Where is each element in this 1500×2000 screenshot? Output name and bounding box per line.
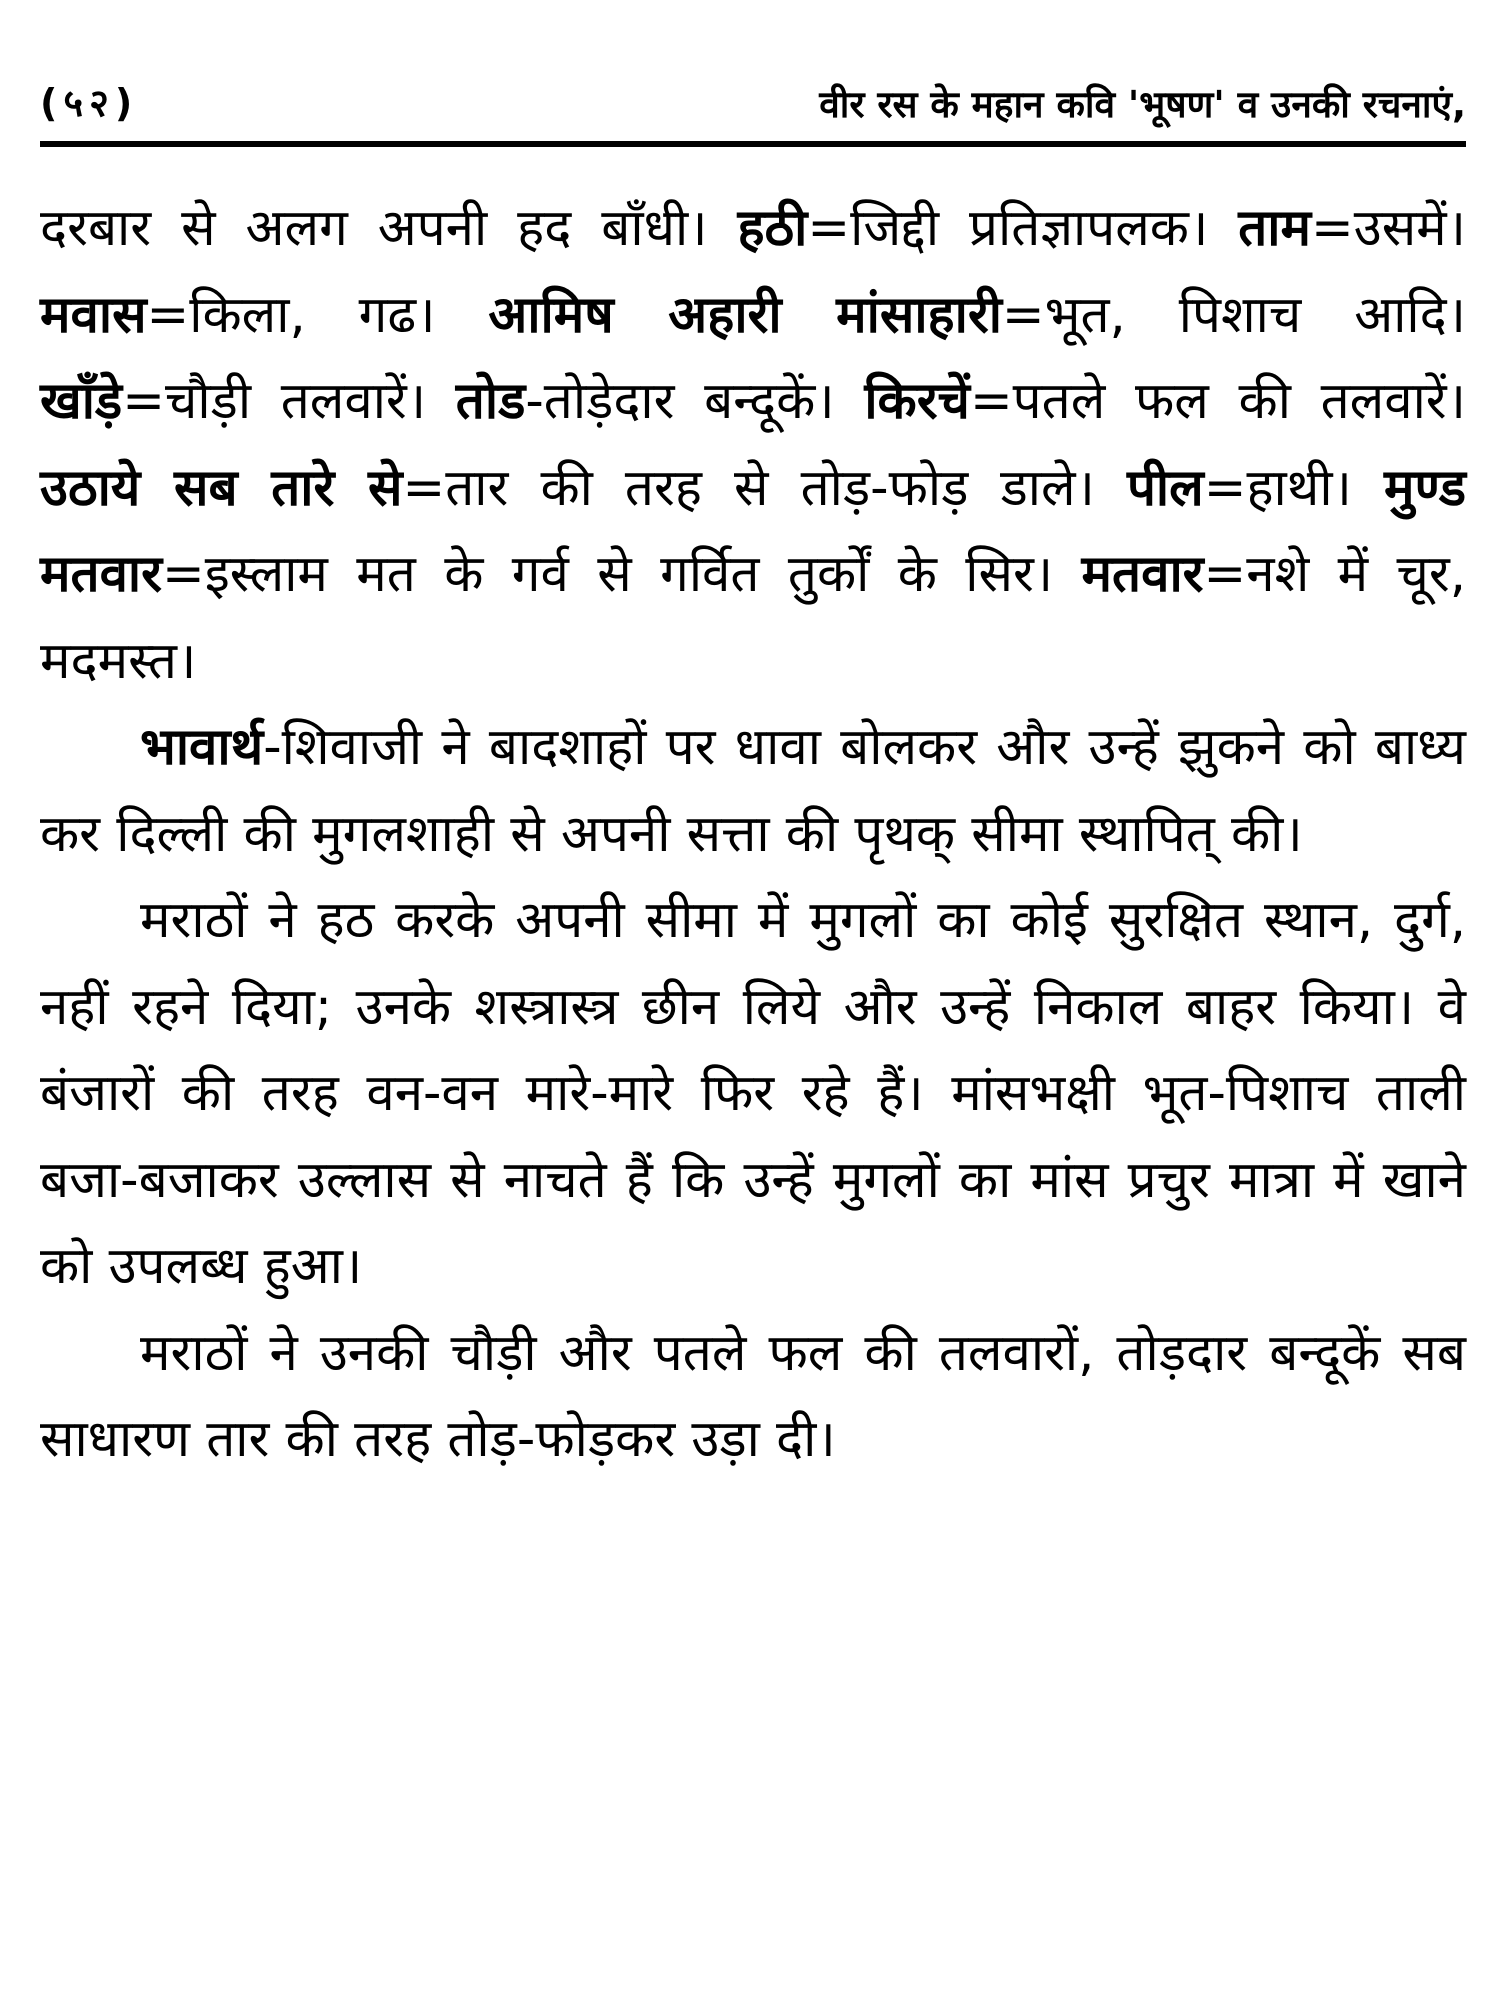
glossary-term: मुण्ड मतवार — [40, 458, 1466, 604]
glossary-term: उठाये सब तारे से — [40, 458, 403, 518]
body-paragraph: मराठों ने हठ करके अपनी सीमा में मुगलों का कोई सुरक्षित स्थान, दुर्ग, नहीं रहने दिया; उनके शस्त्रास्त्र छीन लिये और उन्हें निकाल बाहर किया। वे बंजारों की तरह वन-वन मारे-मारे फिर रहे हैं। मांसभक्षी भूत-पिशाच ताली बजा-बजाकर उल्लास से नाचते हैं कि उन्हें मुगलों का मांस प्रचुर मात्रा में खाने को उपलब्ध हुआ। — [40, 891, 1466, 1296]
bhavarth-text: -शिवाजी ने बादशाहों पर धावा बोलकर और उन्हें झुकने को बाध्य कर दिल्ली की मुगलशाही से अपनी सत्ता की पृथक् सीमा स्थापित् की। — [40, 718, 1466, 864]
glossary-term: किरचें — [864, 372, 970, 431]
glossary-term: मवास — [40, 285, 147, 345]
glossary-meaning: =किला, गढ। — [146, 285, 489, 345]
header-rule — [40, 141, 1466, 147]
page-number: (५२) — [40, 81, 139, 125]
bhavarth-paragraph — [40, 705, 1466, 878]
glossary-term: आमिष अहारी मांसाहारी — [488, 285, 1002, 345]
glossary-meaning: =जिद्दी प्रतिज्ञापलक। — [807, 199, 1239, 258]
glossary-term: पील — [1126, 458, 1204, 518]
body-paragraph: मराठों ने उनकी चौड़ी और पतले फल की तलवारों, तोड़दार बन्दूकें सब साधारण तार की तरह तोड़-फोड़कर उड़ा दी। — [40, 1323, 1466, 1469]
glossary-meaning: =तार की तरह से तोड़-फोड़ डाले। — [402, 458, 1127, 518]
glossary-meaning: =हाथी। — [1203, 458, 1384, 518]
running-title: वीर रस के महान कवि 'भूषण' व उनकी रचनाएं, — [819, 83, 1466, 126]
glossary-meaning: =इस्लाम मत के गर्व से गर्वित तुर्कों के सिर। — [162, 545, 1082, 604]
glossary-meaning: =नशे में चूर, मदमस्त। — [40, 545, 1466, 691]
glossary-meaning: =उसमें। — [1311, 199, 1466, 258]
page-header — [40, 58, 1466, 128]
bhavarth-label: भावार्थ — [140, 718, 264, 777]
glossary-meaning: -तोड़ेदार बन्दूकें। — [525, 372, 865, 431]
glossary-term: खाँड़े — [40, 372, 123, 431]
glossary-meaning: =चौड़ी तलवारें। — [122, 372, 456, 431]
glossary-lead-text: दरबार से अलग अपनी हद बाँधी। — [40, 199, 738, 258]
glossary-paragraph — [40, 186, 1466, 705]
glossary-term: मतवार — [1081, 545, 1204, 604]
glossary-meaning: =भूत, पिशाच आदि। — [1001, 285, 1466, 345]
glossary-term: हठी — [737, 199, 808, 258]
page-body — [40, 186, 1466, 1484]
glossary-term: ताम — [1238, 199, 1312, 258]
glossary-term: तोड — [455, 372, 526, 431]
glossary-meaning: =पतले फल की तलवारें। — [969, 372, 1466, 431]
